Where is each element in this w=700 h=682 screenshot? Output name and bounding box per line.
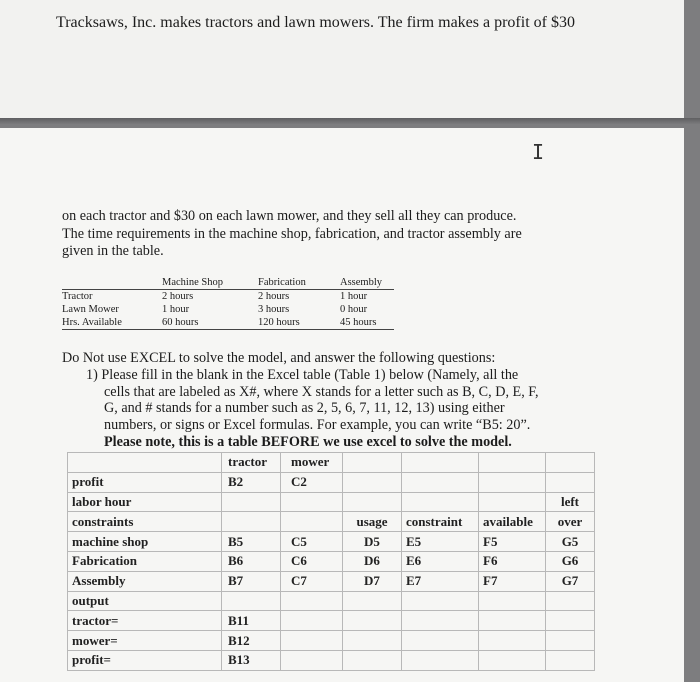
table-cell [479, 472, 546, 492]
table-cell: G6 [546, 551, 595, 571]
table-cell [281, 631, 343, 651]
table-row [68, 472, 595, 492]
page-gap [0, 118, 700, 124]
table-cell: C5 [281, 532, 343, 552]
table-cell: mower [281, 453, 343, 473]
table-cell [479, 591, 546, 611]
table-cell [402, 591, 479, 611]
question-line: 1) Please fill in the blank in the Excel table (Table 1) below (Namely, all the [86, 366, 519, 383]
table-cell [222, 591, 281, 611]
table-cell: F7 [479, 571, 546, 591]
table-cell: 60 hours [162, 316, 258, 330]
question-line: G, and # stands for a number such as 2, 5, 6, 7, 11, 12, 13) using either [104, 400, 505, 417]
table-cell: Machine Shop [162, 276, 258, 290]
table-cell: constraint [402, 512, 479, 532]
table-row [68, 631, 595, 651]
table-cell [222, 512, 281, 532]
table-cell: mower= [68, 631, 222, 651]
table-cell [479, 453, 546, 473]
table-cell: available [479, 512, 546, 532]
table-cell: 1 hour [162, 304, 190, 315]
table-row [68, 532, 595, 552]
table-cell: output [68, 591, 222, 611]
paragraph-line: given in the table. [62, 243, 164, 259]
table-cell: 120 hours [258, 316, 340, 330]
table-cell: 0 hour [340, 304, 368, 315]
table-cell [281, 492, 343, 512]
table-cell: D5 [343, 532, 402, 552]
text-cursor-icon: I [532, 140, 545, 164]
question-line: cells that are labeled as X#, where X stands for a letter such as B, C, D, E, F, [104, 383, 539, 400]
table-cell [343, 611, 402, 631]
table-row [68, 571, 595, 591]
table-cell: constraints [68, 512, 222, 532]
table-cell: B6 [222, 551, 281, 571]
table-cell: C7 [281, 571, 343, 591]
table-row [62, 303, 394, 316]
table-row [68, 512, 595, 532]
table-cell: Assembly [340, 276, 394, 290]
table-cell: 3 hours [258, 304, 290, 315]
table-cell: G7 [546, 571, 595, 591]
table-cell [479, 492, 546, 512]
table-cell [343, 650, 402, 670]
table-cell: F5 [479, 532, 546, 552]
table-cell: D6 [343, 551, 402, 571]
table-cell [546, 631, 595, 651]
table-cell: B2 [222, 472, 281, 492]
table-row [62, 290, 394, 304]
table-cell: Fabrication [68, 551, 222, 571]
table-cell [402, 650, 479, 670]
table-cell: profit [68, 472, 222, 492]
table-row [68, 650, 595, 670]
table-row [68, 611, 595, 631]
table-cell [343, 591, 402, 611]
table-cell [62, 276, 162, 290]
table-row [68, 492, 595, 512]
table-cell: Fabrication [258, 276, 340, 290]
table-cell: over [546, 512, 595, 532]
table-cell [402, 453, 479, 473]
table-cell: tractor= [68, 611, 222, 631]
table-cell: Hrs. Available [62, 316, 162, 330]
table-cell: E6 [402, 551, 479, 571]
table-cell [281, 650, 343, 670]
table-cell: left [546, 492, 595, 512]
table-cell [546, 591, 595, 611]
table-cell [281, 512, 343, 532]
table-cell: C6 [281, 551, 343, 571]
table-cell [281, 611, 343, 631]
table-cell: F6 [479, 551, 546, 571]
table-cell: tractor [222, 453, 281, 473]
table-row [68, 591, 595, 611]
table-row [62, 316, 394, 330]
table-cell: labor hour [68, 492, 222, 512]
intro-line: Tracksaws, Inc. makes tractors and lawn mowers. The firm makes a profit of $30 [56, 14, 575, 31]
table-cell [402, 631, 479, 651]
table-cell: usage [343, 512, 402, 532]
table-row [68, 453, 595, 473]
table-cell: E5 [402, 532, 479, 552]
table-cell: B13 [222, 650, 281, 670]
table-cell: Assembly [68, 571, 222, 591]
problem-paragraph [62, 208, 522, 261]
table-cell [546, 453, 595, 473]
table-cell: 45 hours [340, 316, 394, 330]
table-cell: B11 [222, 611, 281, 631]
table-cell: Lawn Mower [62, 304, 119, 315]
question-line: numbers, or signs or Excel formulas. For example, you can write “B5: 20”. [104, 417, 531, 434]
table-cell: Tractor [62, 291, 93, 302]
table-row [68, 551, 595, 571]
table-cell [343, 492, 402, 512]
paragraph-line: on each tractor and $30 on each lawn mower, and they sell all they can produce. [62, 208, 517, 224]
table-cell: E7 [402, 571, 479, 591]
table-cell [402, 472, 479, 492]
table-cell: D7 [343, 571, 402, 591]
questions-block [62, 350, 539, 451]
table-cell [68, 453, 222, 473]
table-cell [343, 472, 402, 492]
table-cell [479, 650, 546, 670]
table-cell: B7 [222, 571, 281, 591]
excel-table [67, 452, 595, 671]
table-cell [546, 611, 595, 631]
table-cell: 2 hours [258, 291, 290, 302]
table-cell [343, 631, 402, 651]
table-cell: B5 [222, 532, 281, 552]
table-cell: G5 [546, 532, 595, 552]
question-note [62, 434, 539, 451]
table-cell: B12 [222, 631, 281, 651]
requirements-table [62, 276, 394, 330]
table-cell [222, 492, 281, 512]
questions-lead: Do Not use EXCEL to solve the model, and answer the following questions: [62, 350, 496, 366]
table-cell [479, 631, 546, 651]
table-cell: machine shop [68, 532, 222, 552]
table-cell [546, 650, 595, 670]
top-page [0, 0, 684, 118]
table-cell: 1 hour [340, 291, 368, 302]
table-cell [402, 611, 479, 631]
table-cell: 2 hours [162, 291, 194, 302]
question-note-text: Please note, this is a table BEFORE we use excel to solve the model. [104, 433, 512, 450]
table-cell [479, 611, 546, 631]
table-cell [402, 492, 479, 512]
table-cell: profit= [68, 650, 222, 670]
table-cell [281, 591, 343, 611]
table-cell: C2 [281, 472, 343, 492]
table-cell [546, 472, 595, 492]
table-cell [343, 453, 402, 473]
paragraph-line: The time requirements in the machine shop, fabrication, and tractor assembly are [62, 225, 522, 242]
table-row [62, 276, 394, 290]
